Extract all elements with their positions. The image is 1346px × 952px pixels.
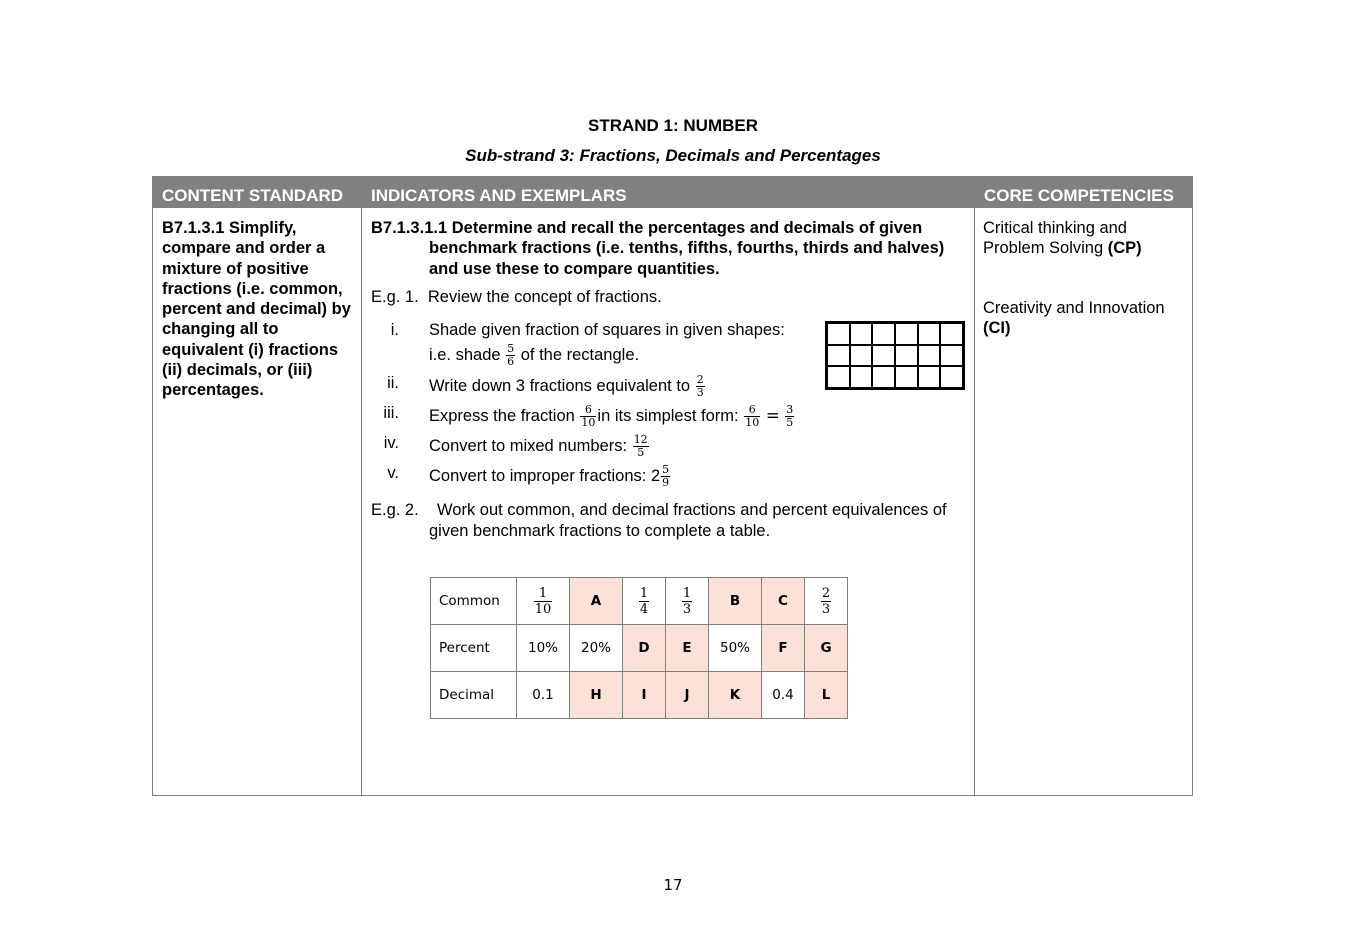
blank-cell: G (805, 625, 848, 672)
blank-cell: J (666, 672, 709, 719)
table-cell (623, 578, 666, 625)
example-1-item (371, 434, 991, 464)
item-number: ii. (387, 374, 399, 392)
table-cell: 0.1 (517, 672, 570, 719)
blank-cell: I (623, 672, 666, 719)
grid-square (850, 345, 873, 367)
fraction-numerator: 3 (786, 403, 794, 416)
grid-square (940, 366, 963, 388)
competency-code: (CP) (1107, 239, 1142, 258)
fraction-denominator: 4 (639, 601, 649, 617)
row-label: Percent (431, 625, 517, 672)
header-content-standard: CONTENT STANDARD (162, 186, 344, 205)
item-number: i. (390, 321, 399, 339)
strand-title: STRAND 1: NUMBER (588, 116, 758, 135)
competency-critical-thinking (983, 218, 1188, 259)
fraction-denominator: 3 (682, 601, 692, 617)
item-text (429, 434, 650, 459)
table-row-common (431, 578, 848, 625)
blank-cell: F (762, 625, 805, 672)
fraction (682, 586, 692, 617)
row-label: Decimal (431, 672, 517, 719)
example-1-label: E.g. 1. (371, 288, 419, 306)
blank-cell: C (762, 578, 805, 625)
blank-cell: E (666, 625, 709, 672)
grid-square (872, 366, 895, 388)
indicator-code: B7.1.3.1.1 (371, 219, 448, 237)
fraction-numerator: 1 (682, 585, 692, 601)
example-1-heading (371, 288, 662, 307)
blank-cell: A (570, 578, 623, 625)
header-divider (153, 207, 1192, 208)
item-text (429, 343, 639, 368)
item-text: Shade given fraction of squares in given shapes: (429, 321, 785, 339)
example-2-label: E.g. 2. (371, 501, 419, 519)
table-cell (805, 578, 848, 625)
item-number: iii. (383, 404, 399, 422)
table-cell: 50% (709, 625, 762, 672)
fraction-denominator: 5 (786, 416, 794, 429)
item-text (429, 404, 795, 429)
fraction-numerator: 5 (662, 463, 670, 476)
column-divider (361, 177, 362, 795)
grid-square (918, 366, 941, 388)
table-cell: 0.4 (762, 672, 805, 719)
fraction-numerator: 2 (696, 373, 704, 386)
fraction-denominator: 6 (507, 355, 515, 368)
item-text-part: in its simplest form: (597, 406, 739, 425)
grid-square (850, 366, 873, 388)
row-label: Common (431, 578, 517, 625)
table-header-row (153, 177, 1192, 207)
benchmark-fractions-table (430, 577, 848, 719)
example-1-item (371, 464, 991, 494)
fraction (580, 404, 596, 429)
blank-cell: B (709, 578, 762, 625)
page-number: 17 (663, 876, 683, 894)
fraction (661, 464, 670, 489)
fraction-numerator: 6 (580, 404, 596, 417)
fraction-denominator: 10 (745, 416, 760, 429)
blank-cell: K (709, 672, 762, 719)
fraction-numerator: 5 (507, 342, 515, 355)
table-row-decimal (431, 672, 848, 719)
indicator-text (371, 218, 971, 279)
example-1-item (371, 404, 991, 434)
fraction (785, 404, 794, 429)
competency-text: Critical thinking and Problem Solving (983, 219, 1127, 258)
grid-square (827, 366, 850, 388)
fraction-denominator: 10 (534, 601, 552, 617)
example-2-text: Work out common, and decimal fractions and percent equivalences of given benchmark fractions to complete a table. (429, 501, 947, 540)
grid-square (895, 366, 918, 388)
grid-square (940, 323, 963, 345)
table-cell (517, 578, 570, 625)
fraction-numerator: 6 (744, 404, 760, 417)
item-text-part: Convert to mixed numbers: (429, 436, 628, 455)
competency-creativity (983, 298, 1188, 339)
competency-text: Creativity and Innovation (983, 299, 1165, 317)
item-text (429, 464, 671, 489)
shading-rectangle-grid (825, 321, 965, 390)
mixed-number-whole: 2 (650, 466, 661, 485)
table-row-percent (431, 625, 848, 672)
indicator-rest: benchmark fractions (i.e. tenths, fifths, fourths, thirds and halves) and use these to compare quantities. (429, 239, 945, 278)
equals-sign: = (765, 405, 780, 425)
item-number: iv. (383, 434, 399, 452)
item-text (429, 374, 706, 399)
fraction-denominator: 3 (696, 386, 704, 399)
grid-square (940, 345, 963, 367)
item-text-part: Express the fraction (429, 406, 575, 425)
grid-square (872, 323, 895, 345)
curriculum-table (152, 176, 1193, 796)
fraction-denominator: 10 (581, 416, 596, 429)
grid-square (895, 345, 918, 367)
item-text-part: Write down 3 fractions equivalent to (429, 376, 691, 395)
content-standard-text: B7.1.3.1 Simplify, compare and order a mixture of positive fractions (i.e. common, percent and decimal) by changing all to equivalent (i) fractions (ii) decimals, or (iii) percentages. (162, 219, 351, 400)
fraction-denominator: 3 (821, 601, 831, 617)
grid-square (895, 323, 918, 345)
substrand-title: Sub-strand 3: Fractions, Decimals and Percentages (465, 146, 881, 165)
grid-square (827, 345, 850, 367)
table-cell (666, 578, 709, 625)
grid-square (918, 345, 941, 367)
table-cell: 10% (517, 625, 570, 672)
grid-square (850, 323, 873, 345)
example-1-text: Review the concept of fractions. (427, 288, 662, 306)
fraction-numerator: 1 (534, 586, 553, 602)
indicator-first-line: Determine and recall the percentages and decimals of given (451, 219, 923, 237)
grid-square (872, 345, 895, 367)
table-cell: 20% (570, 625, 623, 672)
blank-cell: D (623, 625, 666, 672)
fraction (821, 586, 831, 617)
header-indicators-exemplars: INDICATORS AND EXEMPLARS (371, 186, 627, 205)
fraction (534, 586, 553, 617)
blank-cell: H (570, 672, 623, 719)
fraction-numerator: 1 (639, 585, 649, 601)
item-text-part: of the rectangle. (520, 345, 640, 364)
item-text-part: i.e. shade (429, 345, 501, 364)
item-text-part: Convert to improper fractions: (429, 466, 647, 485)
fraction (506, 343, 515, 368)
fraction (696, 374, 705, 399)
fraction-numerator: 12 (633, 433, 648, 446)
blank-cell: L (805, 672, 848, 719)
fraction-denominator: 5 (637, 446, 645, 459)
fraction (639, 586, 649, 617)
header-core-competencies: CORE COMPETENCIES (984, 186, 1174, 205)
fraction (633, 434, 649, 459)
grid-square (827, 323, 850, 345)
example-2 (371, 500, 971, 542)
item-number: v. (387, 464, 399, 482)
fraction-numerator: 2 (821, 585, 831, 601)
grid-square (918, 323, 941, 345)
competency-code: (CI) (983, 319, 1011, 338)
fraction (744, 404, 760, 429)
fraction-denominator: 9 (662, 476, 670, 489)
